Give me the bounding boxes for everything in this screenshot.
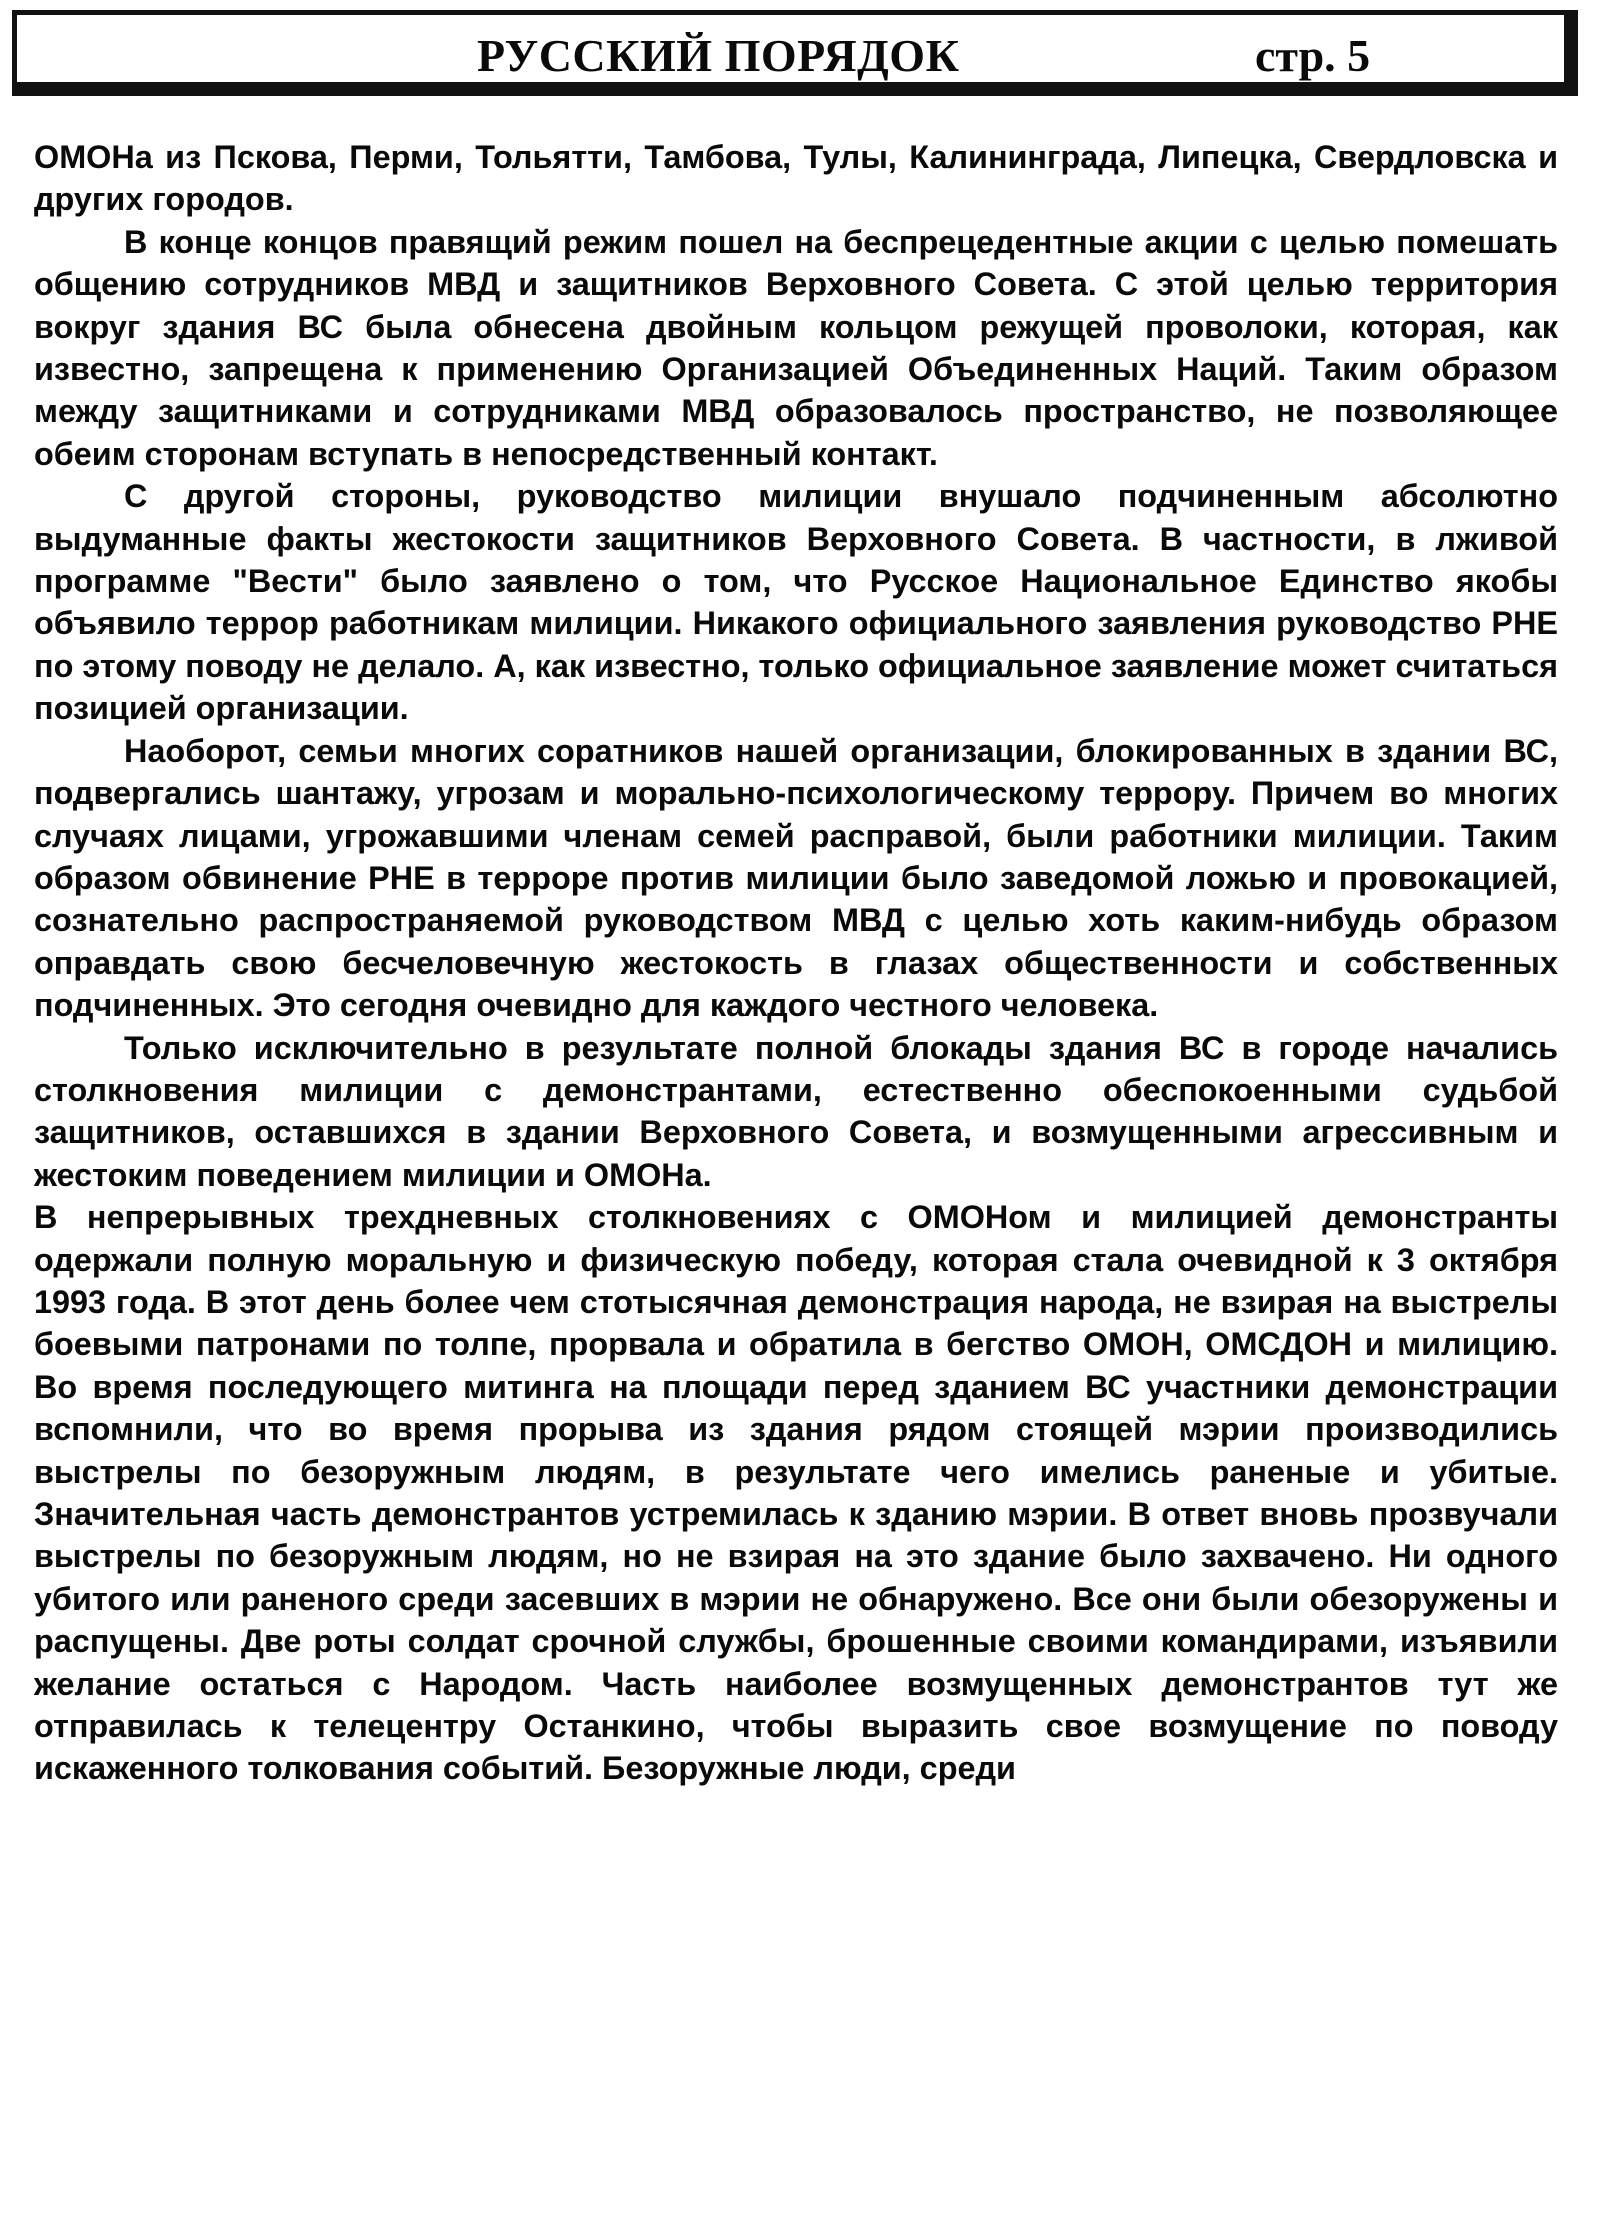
paragraph-4: Наоборот, семьи многих соратников нашей организации, блокированных в здании ВС, подвергались шантажу, угрозам и морально-психологическому террору. Причем во многих случаях лицами, угрожавшими членам семей расправой, были работники милиции. Таким образом обвинение РНЕ в терроре против милиции было заведомой ложью и провокацией, сознательно распространяемой руководством МВД с целью хоть каким-нибудь образом оправдать свою бесчеловечную жестокость в глазах общественности и собственных подчиненных. Это сегодня очевидно для каждого честного человека. [34, 732, 1558, 1024]
paragraph-1: ОМОНа из Пскова, Перми, Тольятти, Тамбова, Тулы, Калининграда, Липецка, Свердловска и других городов. [34, 139, 1558, 218]
page-header [12, 10, 1578, 96]
paragraph-6: В непрерывных трехдневных столкновениях с ОМОНом и милицией демонстранты одержали полную моральную и физическую победу, которая стала очевидной к 3 октября 1993 года. В этот день более чем стотысячная демонстрация народа, не взирая на выстрелы боевыми патронами по толпе, прорвала и обратила в бегство ОМОН, ОМСДОН и милицию. Во время последующего митинга на площади перед зданием ВС участники демонстрации вспомнили, что во время прорыва из здания рядом стоящей мэрии производились выстрелы по безоружным людям, в результате чего имелись раненые и убитые. Значительная часть демонстрантов устремилась к зданию мэрии. В ответ вновь прозвучали выстрелы по безоружным людям, но не взирая на это здание было захвачено. Ни одного убитого или раненого среди засевших в мэрии не обнаружено. Все они были обезоружены и распущены. Две роты солдат срочной службы, брошенные своими командирами, изъявили желание остаться с Народом. Часть наиболее возмущенных демонстрантов тут же отправилась к телецентру Останкино, чтобы выразить свое возмущение по поводу искаженного толкования событий. Безоружные люди, среди [34, 1199, 1558, 1787]
paragraph-2: В конце концов правящий режим пошел на беспрецедентные акции с целью помешать общению сотрудников МВД и защитников Верховного Совета. С этой целью территория вокруг здания ВС была обнесена двойным кольцом режущей проволоки, которая, как известно, запрещена к применению Организацией Объединенных Наций. Таким образом между защитниками и сотрудниками МВД образовалось пространство, не позволяющее обеим сторонам вступать в непосредственный контакт. [34, 223, 1558, 472]
paragraph-3: С другой стороны, руководство милиции внушало подчиненным абсолютно выдуманные факты жестокости защитников Верховного Совета. В частности, в лживой программе "Вести" было заявлено о том, что Русское Национальное Единство якобы объявило террор работникам милиции. Никакого официального заявления руководство РНЕ по этому поводу не делало. А, как известно, только официальное заявление может считаться позицией организации. [34, 478, 1558, 727]
article-body [34, 136, 1558, 1790]
newspaper-title: РУССКИЙ ПОРЯДОК [477, 30, 960, 81]
page-number: стр. 5 [1255, 30, 1371, 81]
paragraph-5: Только исключительно в результате полной блокады здания ВС в городе начались столкновения милиции с демонстрантами, естественно обеспокоенными судьбой защитников, оставшихся в здании Верховного Совета, и возмущенными агрессивным и жестоким поведением милиции и ОМОНа. [34, 1029, 1558, 1193]
